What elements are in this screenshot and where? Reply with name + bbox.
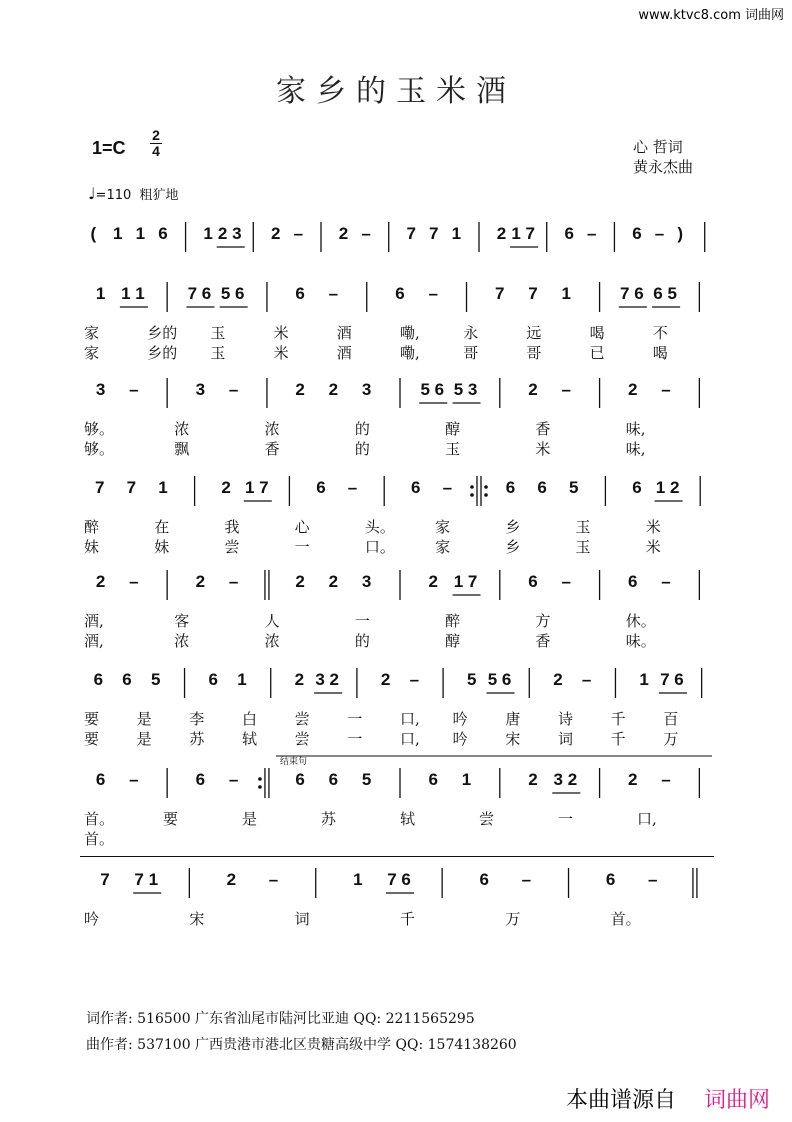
note: 7 xyxy=(95,478,105,497)
note: 2 xyxy=(295,380,305,399)
lyric-word: 是 xyxy=(136,710,152,728)
note: 2 xyxy=(226,870,237,889)
barlines xyxy=(0,668,792,708)
note: 7 xyxy=(100,870,110,889)
lyric-line xyxy=(0,728,792,748)
lyric-word: 千 xyxy=(610,730,626,748)
note: 5 xyxy=(569,478,579,497)
lyric-word: 酒 xyxy=(336,324,352,342)
lyric-word: 妹 xyxy=(154,538,170,556)
lyric-word: 喝 xyxy=(589,324,605,342)
lyric-line xyxy=(0,908,792,928)
lyric-word: 首。 xyxy=(84,810,115,828)
lyric-word: 尝 xyxy=(294,710,310,728)
barlines xyxy=(0,868,792,908)
note: 6 xyxy=(632,478,642,497)
dash-note: – xyxy=(442,478,453,497)
lyric-word: 千 xyxy=(610,710,626,728)
lyric-word: 要 xyxy=(163,810,179,828)
note: 5 6 xyxy=(487,670,512,689)
lyric-word: 一 xyxy=(347,710,363,728)
dash-note: – xyxy=(129,770,139,789)
lyric-word: 一 xyxy=(294,538,310,556)
note: 1 xyxy=(461,770,472,789)
lyric-word: 够。 xyxy=(84,440,115,458)
note: 1 2 xyxy=(655,478,680,497)
note: 2 xyxy=(328,572,339,591)
note: 2 xyxy=(338,224,349,243)
lyric-word: 乡 xyxy=(505,538,521,556)
dash-note: – xyxy=(661,380,671,399)
lyric-line xyxy=(0,438,792,458)
lyric-word: 米 xyxy=(273,344,289,362)
quarter-note-icon: ♩ xyxy=(88,184,96,203)
lyric-word: 的 xyxy=(354,440,370,458)
note: 2 xyxy=(528,770,538,789)
note: 1 7 xyxy=(453,572,478,591)
note: 1 xyxy=(237,670,247,689)
lyric-word: 玉 xyxy=(575,518,591,536)
repeat-dot xyxy=(470,493,474,497)
note: 2 xyxy=(628,770,638,789)
lyric-line xyxy=(0,708,792,728)
dash-note: – xyxy=(228,572,239,591)
lyric-word: 千 xyxy=(400,910,416,928)
lyric-word: 已 xyxy=(589,344,605,362)
dash-note: – xyxy=(661,770,671,789)
lyric-word: 头。 xyxy=(364,518,395,536)
lyric-word: 尝 xyxy=(224,538,240,556)
barlines xyxy=(0,282,792,322)
lyric-word: 宋 xyxy=(189,910,205,928)
lyric-word: 休。 xyxy=(625,612,656,630)
lyric-word: 万 xyxy=(505,910,521,928)
lyric-line xyxy=(0,322,792,342)
lyric-word: 苏 xyxy=(321,810,337,828)
note: 6 xyxy=(122,670,132,689)
lyric-word: 吟 xyxy=(84,910,100,928)
repeat-dot xyxy=(258,785,262,789)
lyric-word: 苏 xyxy=(189,730,205,748)
lyric-word: 不 xyxy=(652,324,668,342)
lyric-word: 白 xyxy=(242,710,258,728)
lyric-word: 味, xyxy=(625,440,646,458)
lyric-word: 浓 xyxy=(174,632,190,650)
lyric-word: 乡的 xyxy=(147,344,178,362)
note: 2 xyxy=(496,224,507,243)
note: 2 xyxy=(221,478,231,497)
note: 7 6 xyxy=(620,284,644,303)
lyric-word: 一 xyxy=(347,730,363,748)
note: 6 xyxy=(479,870,489,889)
lyric-word: 醇 xyxy=(445,420,461,438)
barlines xyxy=(0,476,792,516)
note: 2 xyxy=(271,224,281,243)
note: 7 6 xyxy=(387,870,411,889)
lyric-word: 要 xyxy=(84,710,100,728)
lyric-word: 家 xyxy=(435,518,451,536)
note: 1 7 xyxy=(511,224,535,243)
note: 5 6 xyxy=(220,284,245,303)
dash-note: – xyxy=(293,224,304,243)
lyric-line xyxy=(0,808,792,828)
note: 1 xyxy=(113,224,123,243)
dash-note: – xyxy=(521,870,532,889)
lyric-word: 吟 xyxy=(452,710,468,728)
lyric-word: 尝 xyxy=(479,810,495,828)
note: 6 xyxy=(428,770,438,789)
lyric-word: 米 xyxy=(645,538,661,556)
repeat-dot xyxy=(470,485,474,489)
lyric-word: 要 xyxy=(84,730,100,748)
note: 6 xyxy=(411,478,421,497)
note: 6 xyxy=(632,224,642,243)
note: 6 xyxy=(295,770,305,789)
lyric-word: 首。 xyxy=(84,830,115,848)
dash-note: – xyxy=(129,380,139,399)
lyric-word: 浓 xyxy=(264,420,280,438)
lyric-word: 轼 xyxy=(242,730,258,748)
lyric-word: 嘞, xyxy=(400,344,420,362)
dash-note: – xyxy=(561,380,571,399)
note: 2 xyxy=(195,572,206,591)
note: 7 xyxy=(406,224,416,243)
note: 6 xyxy=(316,478,326,497)
lyric-word: 诗 xyxy=(558,710,574,728)
lyric-word: 词 xyxy=(294,910,310,928)
note: 6 xyxy=(208,670,218,689)
lyric-line xyxy=(0,516,792,536)
barlines xyxy=(0,570,792,610)
lyric-word: 远 xyxy=(526,324,542,342)
lyric-word: 米 xyxy=(273,324,289,342)
note: 2 xyxy=(528,380,538,399)
note: 3 xyxy=(361,380,372,399)
dash-note: – xyxy=(648,870,658,889)
lyric-word: 宋 xyxy=(505,730,521,748)
note: 2 xyxy=(553,670,563,689)
note: 6 xyxy=(95,770,106,789)
lyric-word: 哥 xyxy=(526,344,542,362)
note: 6 xyxy=(505,478,516,497)
note: 6 xyxy=(528,572,538,591)
repeat-dot xyxy=(484,485,488,489)
lyric-word: 李 xyxy=(189,710,205,728)
lyric-word: 香 xyxy=(535,420,551,438)
note: 3 xyxy=(195,380,206,399)
composer-contact: 曲作者: 537100 广西贵港市港北区贵糖高级中学 QQ: 1574138260 xyxy=(86,1037,517,1053)
dash-note: – xyxy=(409,670,420,689)
note: 2 xyxy=(295,572,305,591)
note: 5 6 xyxy=(420,380,445,399)
dash-note: – xyxy=(661,572,671,591)
lyric-word: 酒, xyxy=(84,612,104,630)
note: 2 xyxy=(294,670,305,689)
note: 3 2 xyxy=(315,670,340,689)
note: 6 xyxy=(295,284,305,303)
lyric-word: 味, xyxy=(625,420,646,438)
note: 6 5 xyxy=(653,284,677,303)
song-title: 家乡的玉米酒 xyxy=(276,74,516,109)
note: 1 xyxy=(639,670,649,689)
note: 5 xyxy=(151,670,161,689)
lyric-word: 我 xyxy=(224,518,240,536)
lyric-word: 口, xyxy=(400,730,420,748)
meter-top: 2 xyxy=(152,127,160,143)
lyric-word: 米 xyxy=(645,518,661,536)
note: 7 6 xyxy=(187,284,212,303)
lyric-line xyxy=(0,342,792,362)
lyric-word: 够。 xyxy=(84,420,115,438)
key-signature: 1=C xyxy=(92,138,126,158)
tempo-text: 粗犷地 xyxy=(139,188,179,203)
composer-credit: 黄永杰曲 xyxy=(633,158,694,176)
barlines xyxy=(0,378,792,418)
tempo-marking xyxy=(88,184,179,203)
note: 7 xyxy=(429,224,439,243)
note: 3 2 xyxy=(553,770,578,789)
lyric-word: 永 xyxy=(463,324,479,342)
dash-note: – xyxy=(268,870,279,889)
note: 5 3 xyxy=(453,380,478,399)
dash-note: – xyxy=(129,572,139,591)
note: 6 xyxy=(195,770,206,789)
lyric-word: 酒 xyxy=(336,344,352,362)
note: 1 xyxy=(561,284,571,303)
lyric-word: 尝 xyxy=(294,730,310,748)
dash-note: – xyxy=(561,572,571,591)
note: 2 xyxy=(95,572,106,591)
lyric-word: 玉 xyxy=(210,344,226,362)
note: ) xyxy=(677,224,683,243)
note: 7 xyxy=(126,478,137,497)
site-watermark: www.ktvc8.com 词曲网 xyxy=(638,8,784,23)
dash-note: – xyxy=(228,770,239,789)
lyric-word: 醉 xyxy=(445,612,461,630)
lyric-word: 方 xyxy=(535,612,551,630)
lyric-word: 客 xyxy=(174,612,190,630)
barlines xyxy=(0,222,792,262)
row-divider xyxy=(80,856,714,857)
brand-source-text: 本曲谱源自 xyxy=(565,1088,676,1113)
lyric-word: 是 xyxy=(136,730,152,748)
lyric-line xyxy=(0,418,792,438)
lyric-word: 吟 xyxy=(452,730,468,748)
note: 6 xyxy=(328,770,339,789)
dash-note: – xyxy=(228,380,239,399)
lyric-word: 香 xyxy=(264,440,280,458)
lyric-word: 口, xyxy=(637,810,657,828)
note: 1 xyxy=(203,224,213,243)
lyric-word: 喝 xyxy=(652,344,668,362)
note: 1 xyxy=(158,478,168,497)
note: 2 xyxy=(428,572,438,591)
lyric-word: 家 xyxy=(84,324,100,342)
dash-note: – xyxy=(328,284,339,303)
dash-note: – xyxy=(428,284,438,303)
dash-note: – xyxy=(581,670,592,689)
lyric-word: 在 xyxy=(154,518,170,536)
lyric-word: 人 xyxy=(264,612,280,630)
tempo-value: =110 xyxy=(95,188,132,203)
note: 5 xyxy=(361,770,372,789)
note: 6 xyxy=(564,224,574,243)
note: 6 xyxy=(395,284,405,303)
note: 6 xyxy=(93,670,104,689)
lyric-word: 味。 xyxy=(625,632,656,650)
lyric-line xyxy=(0,630,792,650)
note: 3 xyxy=(95,380,106,399)
lyricist-contact: 词作者: 516500 广东省汕尾市陆河比亚迪 QQ: 2211565295 xyxy=(86,1011,475,1027)
note: 7 1 xyxy=(134,870,159,889)
lyric-word: 乡 xyxy=(505,518,521,536)
note: 1 xyxy=(451,224,462,243)
lyric-word: 一 xyxy=(558,810,574,828)
lyric-word: 飘 xyxy=(174,440,190,458)
lyric-word: 浓 xyxy=(174,420,190,438)
lyric-word: 口, xyxy=(400,710,420,728)
note: 1 7 xyxy=(245,478,269,497)
lyric-word: 词 xyxy=(558,730,574,748)
repeat-dot xyxy=(258,777,262,781)
note: 6 xyxy=(628,572,638,591)
note: 7 6 xyxy=(660,670,684,689)
note: ( xyxy=(90,224,97,243)
dash-note: – xyxy=(587,224,597,243)
dash-note: – xyxy=(361,224,371,243)
lyric-word: 家 xyxy=(435,538,451,556)
lyric-word: 口。 xyxy=(364,538,395,556)
lyric-word: 家 xyxy=(84,344,100,362)
note: 6 xyxy=(158,224,168,243)
lyric-word: 的 xyxy=(354,632,370,650)
note: 7 xyxy=(528,284,538,303)
lyric-word: 乡的 xyxy=(147,324,178,342)
lyric-word: 首。 xyxy=(610,910,641,928)
lyric-word: 玉 xyxy=(445,440,461,458)
lyric-line xyxy=(0,828,792,848)
meter-bottom: 4 xyxy=(152,143,160,159)
lyric-word: 的 xyxy=(354,420,370,438)
note: 7 xyxy=(494,284,505,303)
repeat-dot xyxy=(484,493,488,497)
lyric-word: 香 xyxy=(535,632,551,650)
lyric-line xyxy=(0,610,792,630)
lyric-line xyxy=(0,536,792,556)
note: 3 xyxy=(361,572,372,591)
lyric-word: 嘞, xyxy=(400,324,420,342)
note: 2 xyxy=(328,380,339,399)
note: 2 3 xyxy=(217,224,242,243)
lyric-word: 哥 xyxy=(463,344,479,362)
lyric-word: 一 xyxy=(354,612,370,630)
lyric-word: 心 xyxy=(294,518,310,536)
note: 6 xyxy=(605,870,616,889)
lyric-word: 万 xyxy=(663,730,679,748)
lyric-word: 醉 xyxy=(84,518,100,536)
lyric-word: 浓 xyxy=(264,632,280,650)
note: 2 xyxy=(380,670,391,689)
lyric-word: 妹 xyxy=(84,538,100,556)
lyric-word: 轼 xyxy=(400,810,416,828)
lyric-word: 百 xyxy=(663,710,679,728)
ending-label: 结束句 xyxy=(280,757,308,767)
note: 6 xyxy=(537,478,547,497)
dash-note: – xyxy=(347,478,358,497)
note: 1 xyxy=(353,870,363,889)
note: 1 xyxy=(135,224,146,243)
lyric-word: 米 xyxy=(535,440,551,458)
barlines xyxy=(0,768,792,808)
note: 2 xyxy=(628,380,638,399)
lyric-word: 是 xyxy=(242,810,258,828)
lyric-word: 唐 xyxy=(505,710,521,728)
lyric-word: 酒, xyxy=(84,632,104,650)
lyric-word: 醇 xyxy=(445,632,461,650)
note: 5 xyxy=(467,670,477,689)
lyricist-credit: 心 哲词 xyxy=(633,138,683,156)
lyric-word: 玉 xyxy=(575,538,591,556)
note: 1 1 xyxy=(121,284,145,303)
note: 1 xyxy=(95,284,106,303)
dash-note: – xyxy=(654,224,665,243)
time-signature xyxy=(150,128,162,159)
lyric-word: 玉 xyxy=(210,324,226,342)
brand-site-name: 词曲网 xyxy=(703,1088,770,1113)
